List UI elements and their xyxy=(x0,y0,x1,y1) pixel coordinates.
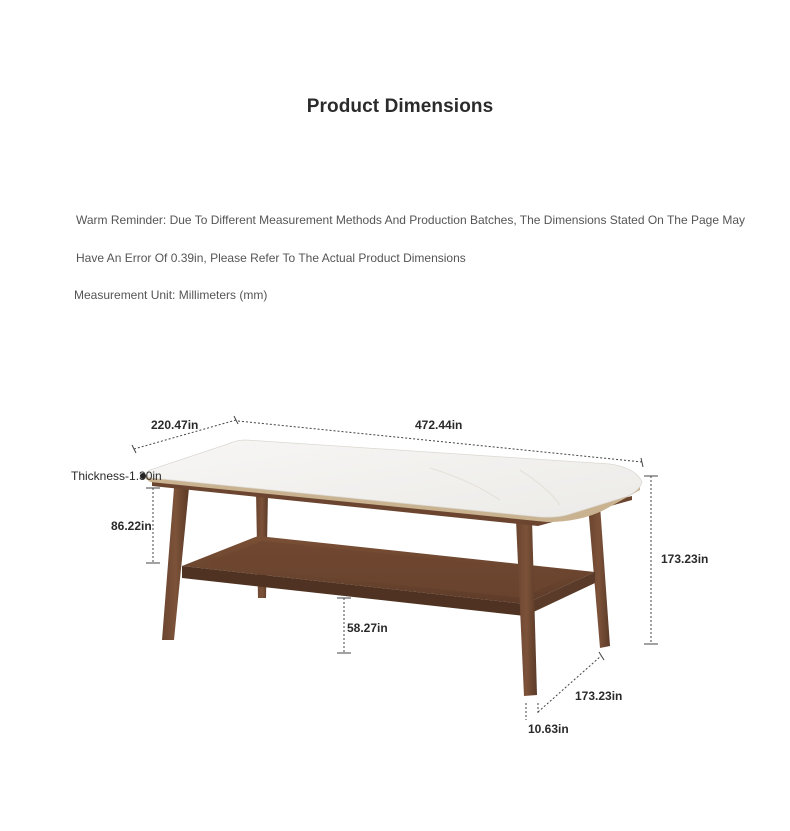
total-height-label: 173.23in xyxy=(661,552,709,566)
length-label: 472.44in xyxy=(415,418,463,432)
leg-width-label: 10.63in xyxy=(528,722,569,736)
thickness-label: Thickness-1.30in xyxy=(71,469,162,483)
measurement-unit-note: Measurement Unit: Millimeters (mm) xyxy=(74,288,268,302)
warm-reminder-line-1: Warm Reminder: Due To Different Measurement Methods And Production Batches, The Dimensions Stated On The Page May xyxy=(76,213,745,227)
shelf-gap-label: 86.22in xyxy=(111,519,152,533)
shelf-height-label: 58.27in xyxy=(347,621,388,635)
page-title: Product Dimensions xyxy=(306,96,494,117)
leg-span-label: 173.23in xyxy=(575,689,623,703)
front-left-leg xyxy=(162,488,189,640)
warm-reminder-line-2: Have An Error Of 0.39in, Please Refer To The Actual Product Dimensions xyxy=(76,251,466,265)
depth-label: 220.47in xyxy=(151,418,199,432)
